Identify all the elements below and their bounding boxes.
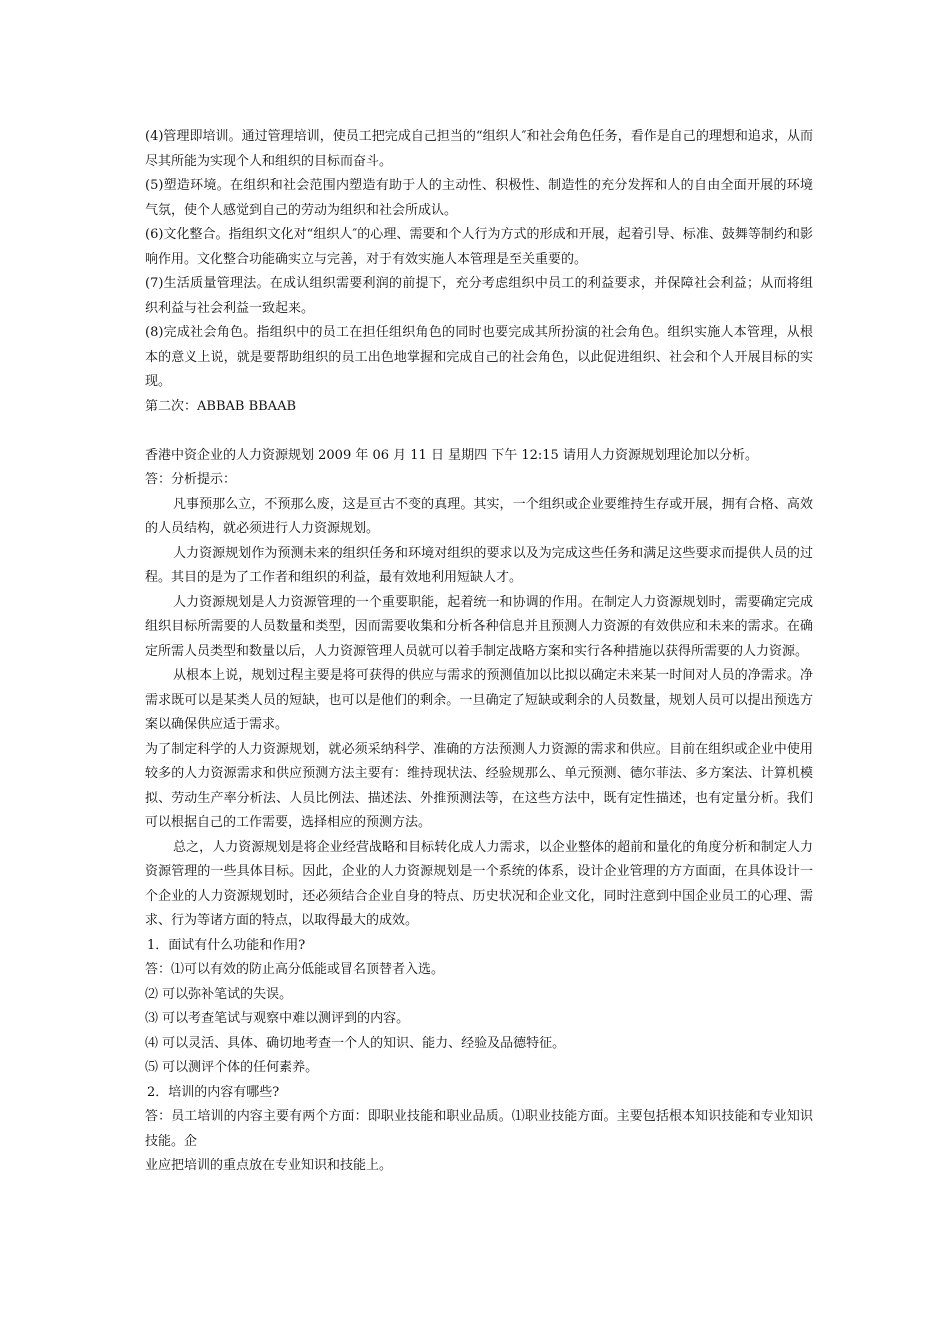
blank-line	[145, 419, 813, 444]
paragraph-planning-definition: 人力资源规划作为预测未来的组织任务和环境对组织的要求以及为完成这些任务和满足这些要求而提供人员的过程。其目的是为了工作者和组织的利益，最有效地利用短缺人才。	[145, 545, 813, 585]
answer-1-item-5: ⑸ 可以测评个体的任何素养。	[145, 1060, 319, 1075]
question-1: 1．面试有什么功能和作用?	[147, 937, 306, 953]
paragraph-quality-of-life: (7)生活质量管理法。在成认组织需要利润的前提下，充分考虑组织中员工的利益要求，并保障社会利益；从而将组织利益与社会利益一致起来。	[145, 276, 813, 316]
answer-1-item-2: ⑵ 可以弥补笔试的失误。	[145, 986, 293, 1002]
paragraph-forecast-methods: 为了制定科学的人力资源规划，就必须采纳科学、准确的方法预测人力资源的需求和供应。目前在组织或企业中使用较多的人力资源需求和供应预测方法主要有：维持现状法、经验规那么、单元预测、德尔菲法、多方案法、计算机模拟、劳动生产率分析法、人员比例法、描述法、外推预测法等，在这些方法中，既有定性描述，也有定量分析。我们可以根据自己的工作需要，选择相应的预测方法。	[145, 741, 813, 830]
case-title: 香港中资企业的人力资源规划 2009 年 06 月 11 日 星期四 下午 12:15 请用人力资源规划理论加以分析。	[145, 447, 758, 463]
paragraph-social-role: (8)完成社会角色。指组织中的员工在担任组织角色的同时也要完成其所扮演的社会角色。组织实施人本管理，从根本的意义上说，就是要帮助组织的员工出色地掌握和完成自己的社会角色，以此促进组织、社会和个人开展目标的实现。	[145, 325, 813, 389]
paragraph-planning-necessity: 凡事预那么立，不预那么废，这是亘古不变的真理。其实，一个组织或企业要维持生存或开展，拥有合格、高效的人员结构，就必须进行人力资源规划。	[145, 496, 813, 536]
paragraph-shape-environment: (5)塑造环境。在组织和社会范围内塑造有助于人的主动性、积极性、制造性的充分发挥和人的自由全面开展的环境气氛，使个人感觉到自己的劳动为组织和社会所成认。	[145, 178, 813, 218]
answer-key: 第二次：ABBAB BBAAB	[145, 398, 297, 414]
paragraph-planning-function: 人力资源规划是人力资源管理的一个重要职能，起着统一和协调的作用。在制定人力资源规划时，需要确定完成组织目标所需要的人员数量和类型，因而需要收集和分析各种信息并且预测人力资源的有效供应和未来的需求。在确定所需人员类型和数量以后，人力资源管理人员就可以着手制定战略方案和实行各种措施以获得所需要的人力资源。	[145, 594, 813, 659]
answer-1-item-4: ⑷ 可以灵活、具体、确切地考查一个人的知识、能力、经验及品德特征。	[145, 1035, 566, 1051]
paragraph-culture-integration: (6)文化整合。指组织文化对“组织人″的心理、需要和个人行为方式的形成和开展，起着引导、标准、鼓舞等制约和影响作用。文化整合功能确实立与完善，对于有效实施人本管理是至关重要的。	[145, 227, 813, 267]
document-page	[145, 125, 813, 1179]
answer-1-item-1: 答：⑴可以有效的防止高分低能或冒名顶替者入选。	[145, 962, 445, 977]
answer-1-item-3: ⑶ 可以考查笔试与观察中难以测评到的内容。	[145, 1011, 410, 1026]
paragraph-conclusion: 总之，人力资源规划是将企业经营战略和目标转化成人力需求，以企业整体的超前和量化的角度分析和制定人力资源管理的一些具体目标。因此，企业的人力资源规划是一个系统的体系，设计企业管理的方方面面，在具体设计一个企业的人力资源规划时，还必须结合企业自身的特点、历史状况和企业文化，同时注意到中国企业员工的心理、需求、行为等诸方面的特点，以取得最大的成效。	[145, 839, 813, 928]
paragraph-net-demand: 从根本上说，规划过程主要是将可获得的供应与需求的预测值加以比拟以确定未来某一时间对人员的净需求。净需求既可以是某类人员的短缺，也可以是他们的剩余。一旦确定了短缺或剩余的人员数量，规划人员可以提出预选方案以确保供应适于需求。	[145, 668, 813, 732]
question-2: 2．培训的内容有哪些?	[147, 1084, 280, 1100]
answer-2-part-1: 答：员工培训的内容主要有两个方面：即职业技能和职业品质。⑴职业技能方面。主要包括根本知识技能和专业知识技能。企	[145, 1109, 813, 1149]
answer-intro: 答：分析提示：	[145, 472, 237, 487]
paragraph-management-training: (4)管理即培训。通过管理培训，使员工把完成自己担当的“组织人″和社会角色任务，看作是自己的理想和追求，从而尽其所能为实现个人和组织的目标而奋斗。	[145, 129, 813, 169]
answer-2-part-2: 业应把培训的重点放在专业知识和技能上。	[145, 1158, 393, 1173]
